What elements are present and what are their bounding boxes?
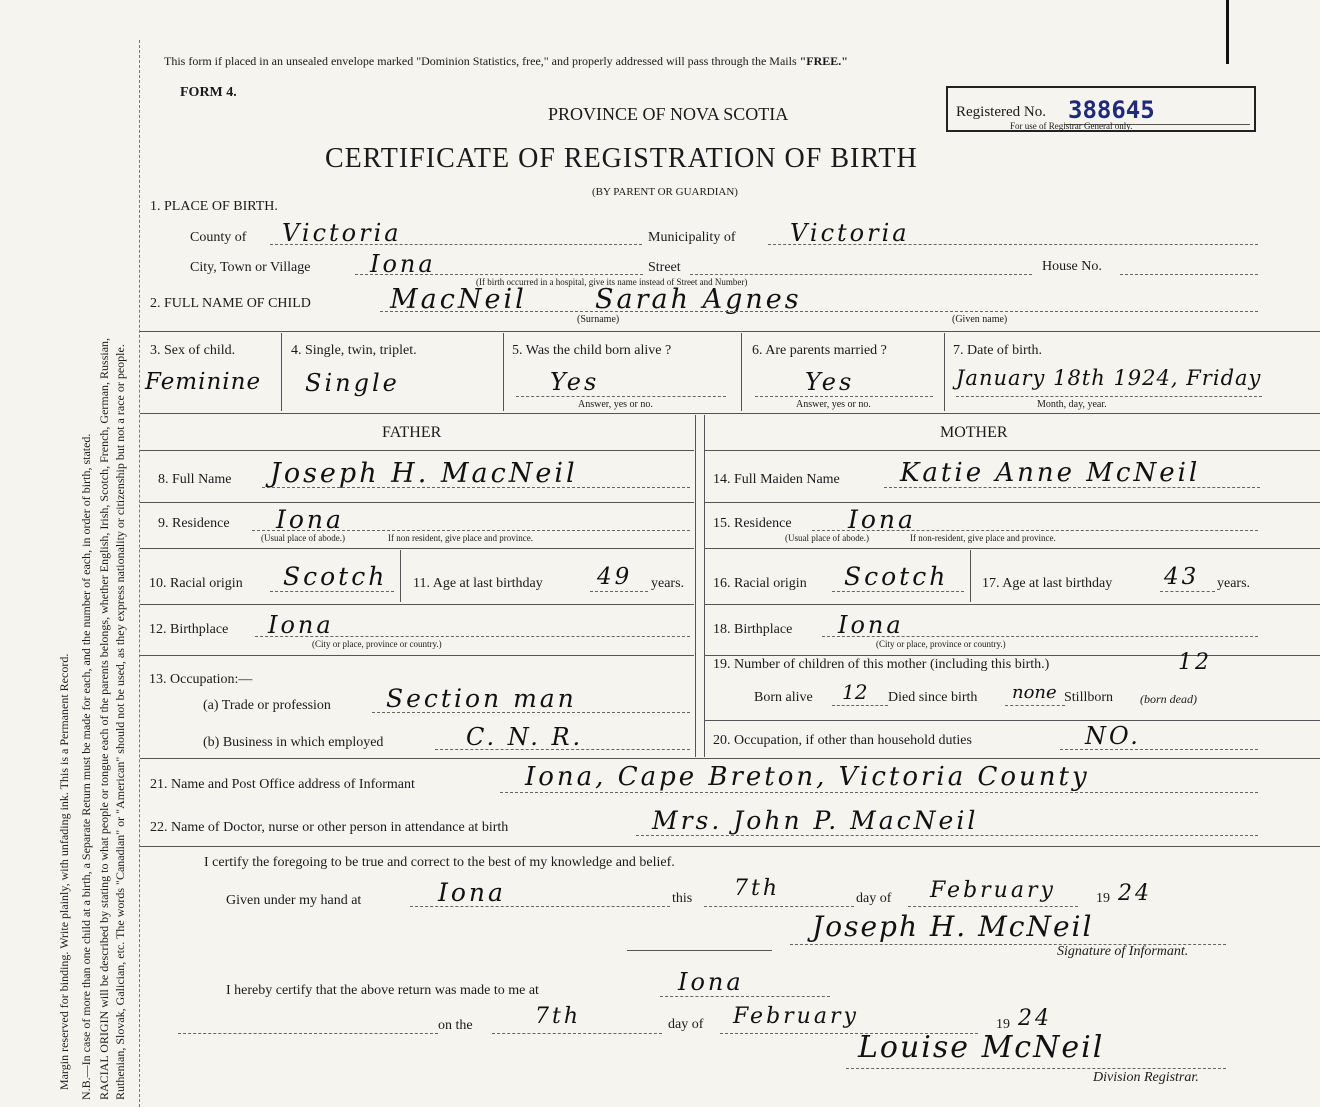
died-since-birth-value: none	[1012, 682, 1057, 703]
city-label: City, Town or Village	[190, 260, 311, 275]
municipality-value: Victoria	[790, 219, 910, 247]
registrar-year-prefix: 19	[996, 1017, 1010, 1032]
given-year-prefix: 19	[1096, 891, 1110, 906]
plurality-value: Single	[305, 369, 400, 397]
father-birthplace-caption: (City or place, province or country.)	[312, 639, 442, 649]
doctor-value: Mrs. John P. MacNeil	[652, 806, 979, 835]
plurality-label: 4. Single, twin, triplet.	[291, 343, 417, 358]
mother-name-value: Katie Anne McNeil	[900, 458, 1201, 488]
informant-value: Iona, Cape Breton, Victoria County	[525, 762, 1090, 792]
mother-children-label: 19. Number of children of this mother (including this birth.)	[713, 657, 1050, 672]
father-business-label: (b) Business in which employed	[203, 735, 384, 750]
registrar-signature-caption: Division Registrar.	[1093, 1070, 1199, 1085]
mother-children-value: 12	[1178, 650, 1212, 675]
informant-label: 21. Name and Post Office address of Informant	[150, 777, 415, 792]
father-nonresident-caption: If non resident, give place and province.	[388, 533, 533, 543]
father-age-years: years.	[651, 576, 685, 591]
child-given-name: Sarah Agnes	[595, 284, 802, 315]
mother-birthplace-label: 18. Birthplace	[713, 622, 793, 637]
informant-signature: Joseph H. McNeil	[812, 910, 1094, 943]
house-number-label: House No.	[1042, 259, 1102, 274]
mother-occupation-label: 20. Occupation, if other than household duties	[713, 733, 972, 748]
date-of-birth-value: January 18th 1924, Friday	[956, 366, 1262, 390]
given-month: February	[930, 878, 1056, 903]
father-heading: FATHER	[382, 424, 442, 441]
stillborn-label: Stillborn	[1064, 690, 1114, 705]
father-racial-origin-value: Scotch	[283, 562, 388, 591]
given-name-caption: (Given name)	[952, 314, 1008, 325]
mother-racial-origin-label: 16. Racial origin	[713, 576, 807, 591]
sex-label: 3. Sex of child.	[150, 343, 236, 358]
mother-birthplace-value: Iona	[838, 611, 904, 639]
municipality-label: Municipality of	[648, 230, 736, 245]
margin-note-multiple-births: N.B.—In case of more than one child at a birth, a Separate Return must be made for each, and the number of each, in order of birth, stated.	[79, 433, 93, 1100]
given-year: 24	[1118, 881, 1152, 906]
born-alive-caption: Answer, yes or no.	[578, 399, 653, 410]
registrar-year: 24	[1018, 1006, 1052, 1031]
mother-age-years: years.	[1217, 576, 1251, 591]
father-abode-caption: (Usual place of abode.)	[261, 533, 345, 543]
document-title: CERTIFICATE OF REGISTRATION OF BIRTH	[325, 143, 918, 174]
edge-mark	[1226, 0, 1229, 64]
margin-note-racial-origin-cont: Ruthenian, Slovak, Galician, etc. The words "Canadian" or "American" should not be used, as they express nationality or citizenship but not a race or people.	[113, 344, 127, 1100]
given-this-label: this	[672, 891, 693, 906]
given-day-of-label: day of	[856, 891, 892, 906]
county-value: Victoria	[282, 219, 402, 247]
born-alive-count-value: 12	[842, 680, 868, 704]
father-name-value: Joseph H. MacNeil	[270, 458, 578, 489]
mother-abode-caption: (Usual place of abode.)	[785, 533, 869, 543]
surname-caption: (Surname)	[577, 314, 620, 325]
city-value: Iona	[370, 250, 436, 278]
father-residence-value: Iona	[276, 505, 344, 534]
father-trade-value: Section man	[386, 684, 577, 713]
registrar-signature: Louise McNeil	[858, 1030, 1105, 1065]
registered-label: Registered No.	[956, 104, 1046, 120]
parents-married-label: 6. Are parents married ?	[752, 343, 887, 358]
mail-notice: This form if placed in an unsealed envelope marked "Dominion Statistics, free," and properly addressed will pass through the Mails "FREE."	[164, 54, 848, 68]
died-since-birth-label: Died since birth	[888, 690, 978, 705]
binding-margin-line	[139, 40, 140, 1107]
date-of-birth-label: 7. Date of birth.	[953, 343, 1043, 358]
registrar-note: For use of Registrar General only.	[1010, 121, 1133, 131]
mother-age-value: 43	[1164, 564, 1200, 590]
given-day: 7th	[734, 876, 781, 901]
mother-age-label: 17. Age at last birthday	[982, 576, 1113, 591]
mother-occupation-value: NO.	[1085, 722, 1141, 750]
margin-note-binding: Margin reserved for binding. Write plainly, with unfading ink. This is a Permanent Record.	[57, 653, 71, 1090]
mother-residence-value: Iona	[848, 505, 916, 534]
stillborn-caption: (born dead)	[1140, 692, 1197, 706]
given-at-place: Iona	[438, 878, 506, 907]
parents-married-caption: Answer, yes or no.	[796, 399, 871, 410]
child-surname: MacNeil	[390, 284, 527, 315]
father-birthplace-label: 12. Birthplace	[149, 622, 229, 637]
registration-box	[946, 86, 1256, 132]
date-of-birth-caption: Month, day, year.	[1037, 399, 1107, 410]
given-at-label: Given under my hand at	[226, 893, 362, 908]
father-occupation-label: 13. Occupation:—	[149, 672, 253, 687]
registrar-day: 7th	[535, 1004, 582, 1029]
father-birthplace-value: Iona	[268, 611, 334, 639]
born-alive-count-label: Born alive	[754, 690, 813, 705]
mail-free: "FREE."	[799, 54, 848, 68]
mother-racial-origin-value: Scotch	[844, 562, 949, 591]
born-alive-label: 5. Was the child born alive ?	[512, 343, 672, 358]
registrar-place: Iona	[678, 968, 744, 996]
registered-number: 388645	[1068, 96, 1155, 124]
parents-married-value: Yes	[805, 368, 855, 396]
doctor-label: 22. Name of Doctor, nurse or other person in attendance at birth	[150, 820, 509, 835]
hospital-note: (If birth occurred in a hospital, give its name instead of Street and Number)	[476, 277, 748, 287]
mother-heading: MOTHER	[940, 424, 1008, 441]
place-of-birth-heading: 1. PLACE OF BIRTH.	[150, 199, 278, 214]
sex-value: Feminine	[145, 369, 262, 395]
father-residence-label: 9. Residence	[158, 516, 230, 531]
county-label: County of	[190, 230, 247, 245]
father-business-value: C. N. R.	[466, 723, 584, 751]
registrar-day-of-label: day of	[668, 1017, 704, 1032]
certify-text: I certify the foregoing to be true and correct to the best of my knowledge and belief.	[204, 855, 675, 870]
document-subtitle: (BY PARENT OR GUARDIAN)	[592, 186, 738, 198]
registrar-certify-text: I hereby certify that the above return was made to me at	[226, 983, 539, 998]
on-the-label: on the	[438, 1018, 473, 1033]
informant-signature-caption: Signature of Informant.	[1057, 944, 1189, 959]
registrar-month: February	[733, 1004, 859, 1029]
mother-birthplace-caption: (City or place, province or country.)	[876, 639, 1006, 649]
child-name-label: 2. FULL NAME OF CHILD	[150, 296, 311, 311]
margin-note-racial-origin: RACIAL ORIGIN will be described by stating to what people or tongue each of the parents belongs, whether English, Irish, Scotch, French, German, Russian,	[97, 337, 111, 1100]
mother-name-label: 14. Full Maiden Name	[713, 472, 840, 487]
father-racial-origin-label: 10. Racial origin	[149, 576, 243, 591]
father-name-label: 8. Full Name	[158, 472, 232, 487]
father-age-label: 11. Age at last birthday	[413, 576, 543, 591]
father-trade-label: (a) Trade or profession	[203, 698, 331, 713]
binding-margin	[0, 0, 138, 1107]
father-age-value: 49	[597, 564, 633, 590]
born-alive-value: Yes	[550, 368, 600, 396]
form-number: FORM 4.	[180, 85, 237, 100]
mother-residence-label: 15. Residence	[713, 516, 792, 531]
street-label: Street	[648, 260, 681, 275]
province-heading: PROVINCE OF NOVA SCOTIA	[548, 104, 789, 124]
mother-nonresident-caption: If non-resident, give place and province.	[910, 533, 1056, 543]
